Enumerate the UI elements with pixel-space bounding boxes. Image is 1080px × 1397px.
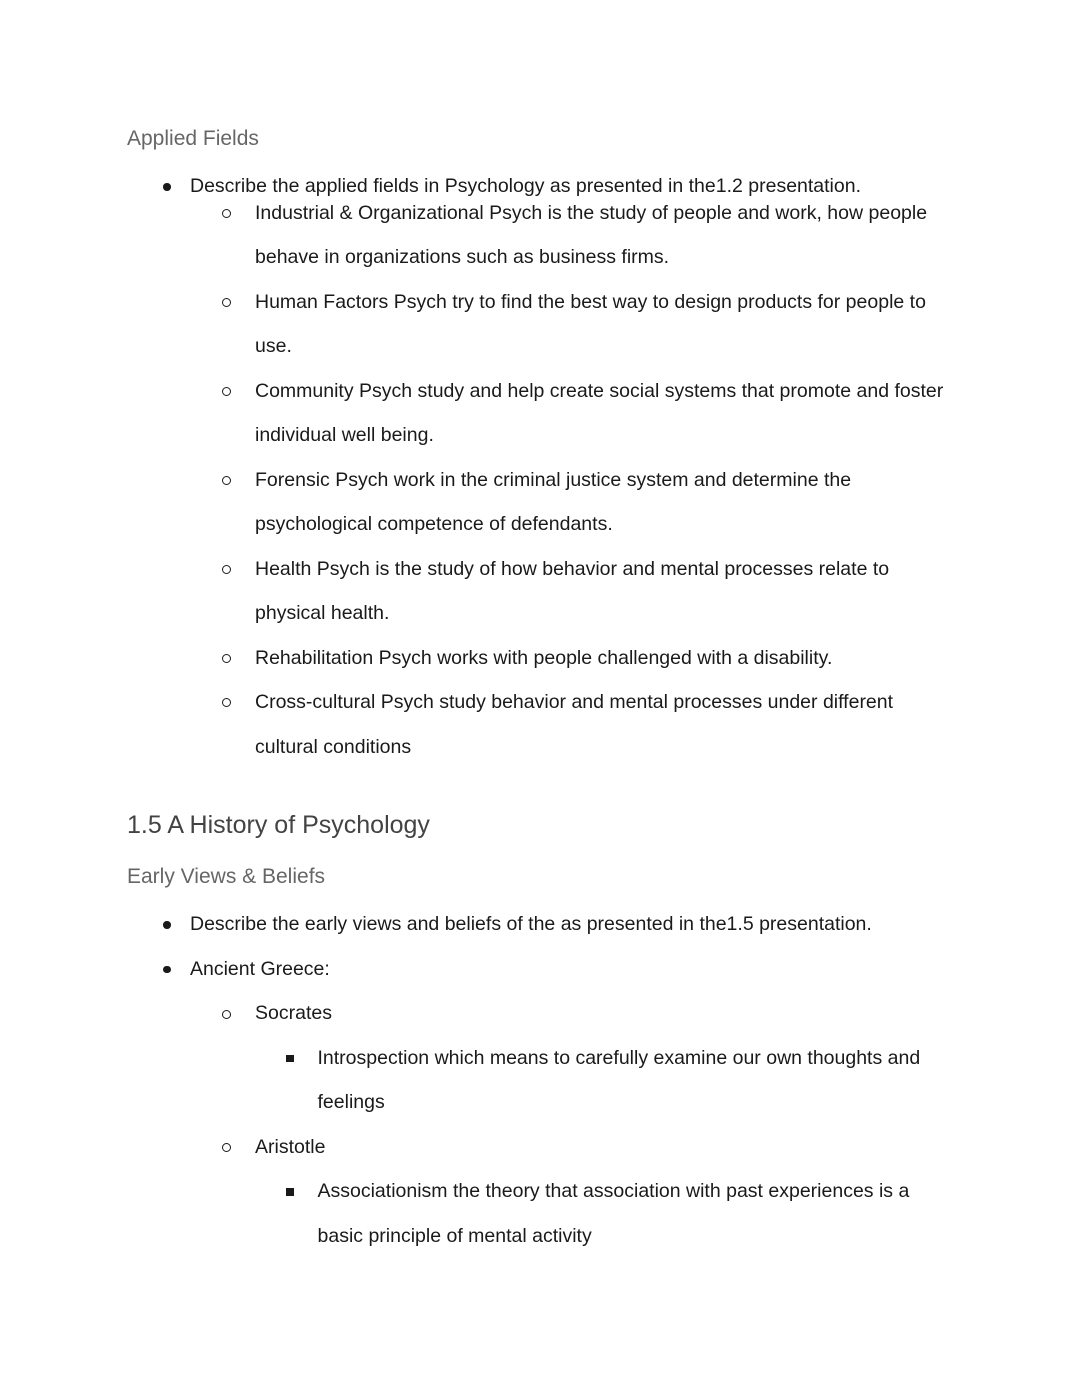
list-item-text: Human Factors Psych try to find the best way to design products for people to bbox=[255, 290, 926, 313]
bullet-circle-icon bbox=[222, 387, 231, 396]
list-item bbox=[127, 1170, 953, 1215]
bullet-circle-icon bbox=[222, 298, 231, 307]
applied-fields-list bbox=[127, 174, 953, 770]
list-marker-cell bbox=[163, 921, 190, 929]
list-marker-cell bbox=[222, 565, 255, 574]
list-marker-cell bbox=[163, 183, 190, 191]
early-views-list bbox=[127, 903, 953, 1259]
list-item-continuation bbox=[127, 1214, 953, 1259]
section-history-of-psychology bbox=[127, 808, 953, 1259]
list-item-text: Rehabilitation Psych works with people challenged with a disability. bbox=[255, 646, 833, 669]
list-item bbox=[127, 1036, 953, 1081]
list-marker-cell bbox=[222, 298, 255, 307]
list-item-text: Forensic Psych work in the criminal justice system and determine the bbox=[255, 468, 852, 491]
list-item-text: Describe the early views and beliefs of the as presented in the1.5 presentation. bbox=[190, 913, 872, 936]
bullet-circle-icon bbox=[222, 1143, 231, 1152]
bullet-circle-icon bbox=[222, 565, 231, 574]
list-item-text: psychological competence of defendants. bbox=[255, 513, 613, 535]
list-item-text: behave in organizations such as business firms. bbox=[255, 246, 670, 268]
bullet-circle-icon bbox=[222, 476, 231, 485]
bullet-circle-icon bbox=[222, 1010, 231, 1019]
list-item-text: use. bbox=[255, 335, 292, 357]
list-item bbox=[127, 636, 953, 681]
section-heading-history: 1.5 A History of Psychology bbox=[127, 810, 430, 839]
list-item bbox=[127, 458, 953, 503]
list-item-continuation bbox=[127, 236, 953, 281]
list-item-text: basic principle of mental activity bbox=[317, 1224, 592, 1247]
bullet-circle-icon bbox=[222, 209, 231, 218]
list-item-continuation bbox=[127, 414, 953, 459]
bullet-circle-icon bbox=[222, 654, 231, 663]
list-item-text: Community Psych study and help create social systems that promote and foster bbox=[255, 379, 944, 402]
list-item-text: feelings bbox=[317, 1091, 385, 1114]
list-item-text: individual well being. bbox=[255, 424, 434, 446]
list-item bbox=[127, 992, 953, 1037]
list-item-text: Health Psych is the study of how behavior and mental processes relate to bbox=[255, 557, 890, 580]
list-marker-cell bbox=[163, 966, 190, 974]
list-item-continuation bbox=[127, 503, 953, 548]
list-item bbox=[127, 947, 953, 992]
list-item bbox=[127, 280, 953, 325]
list-item-text: Cross-cultural Psych study behavior and mental processes under different bbox=[255, 691, 894, 713]
list-item-continuation bbox=[127, 325, 953, 370]
list-item bbox=[127, 681, 953, 726]
list-marker-cell bbox=[222, 387, 255, 396]
section-applied-fields bbox=[127, 125, 953, 770]
bullet-square-icon bbox=[286, 1188, 294, 1196]
list-item bbox=[127, 903, 953, 948]
list-marker-cell bbox=[222, 1010, 255, 1019]
list-item-continuation bbox=[127, 592, 953, 637]
list-item bbox=[127, 1125, 953, 1170]
list-marker-cell bbox=[222, 209, 255, 218]
list-marker-cell bbox=[222, 476, 255, 485]
list-marker-cell bbox=[286, 1055, 318, 1063]
list-item-text: Associationism the theory that association with past experiences is a bbox=[317, 1180, 910, 1203]
list-item bbox=[127, 191, 953, 236]
section-heading-applied-fields: Applied Fields bbox=[127, 127, 259, 150]
list-item-text: Industrial & Organizational Psych is the study of people and work, how people bbox=[255, 201, 928, 224]
list-item bbox=[127, 369, 953, 414]
bullet-circle-icon bbox=[222, 698, 231, 707]
list-marker-cell bbox=[222, 1143, 255, 1152]
list-item-continuation bbox=[127, 725, 953, 770]
list-item-text: cultural conditions bbox=[255, 735, 412, 758]
list-item-continuation bbox=[127, 1081, 953, 1126]
bullet-disc-icon bbox=[163, 183, 171, 191]
list-marker-cell bbox=[286, 1188, 318, 1196]
bullet-disc-icon bbox=[163, 966, 171, 974]
list-marker-cell bbox=[222, 654, 255, 663]
list-item-text: Socrates bbox=[255, 1002, 332, 1025]
bullet-disc-icon bbox=[163, 921, 171, 929]
list-item-text: Describe the applied fields in Psychology as presented in the1.2 presentation. bbox=[190, 175, 861, 198]
list-marker-cell bbox=[222, 698, 255, 707]
list-item-text: physical health. bbox=[255, 602, 390, 624]
list-item bbox=[127, 174, 953, 200]
list-item-text: Introspection which means to carefully examine our own thoughts and bbox=[317, 1046, 921, 1069]
list-item-text: Ancient Greece: bbox=[190, 957, 330, 980]
bullet-square-icon bbox=[286, 1055, 294, 1063]
section-subheading-early-views: Early Views & Beliefs bbox=[127, 865, 326, 888]
list-item bbox=[127, 547, 953, 592]
list-item-text: Aristotle bbox=[255, 1135, 326, 1158]
